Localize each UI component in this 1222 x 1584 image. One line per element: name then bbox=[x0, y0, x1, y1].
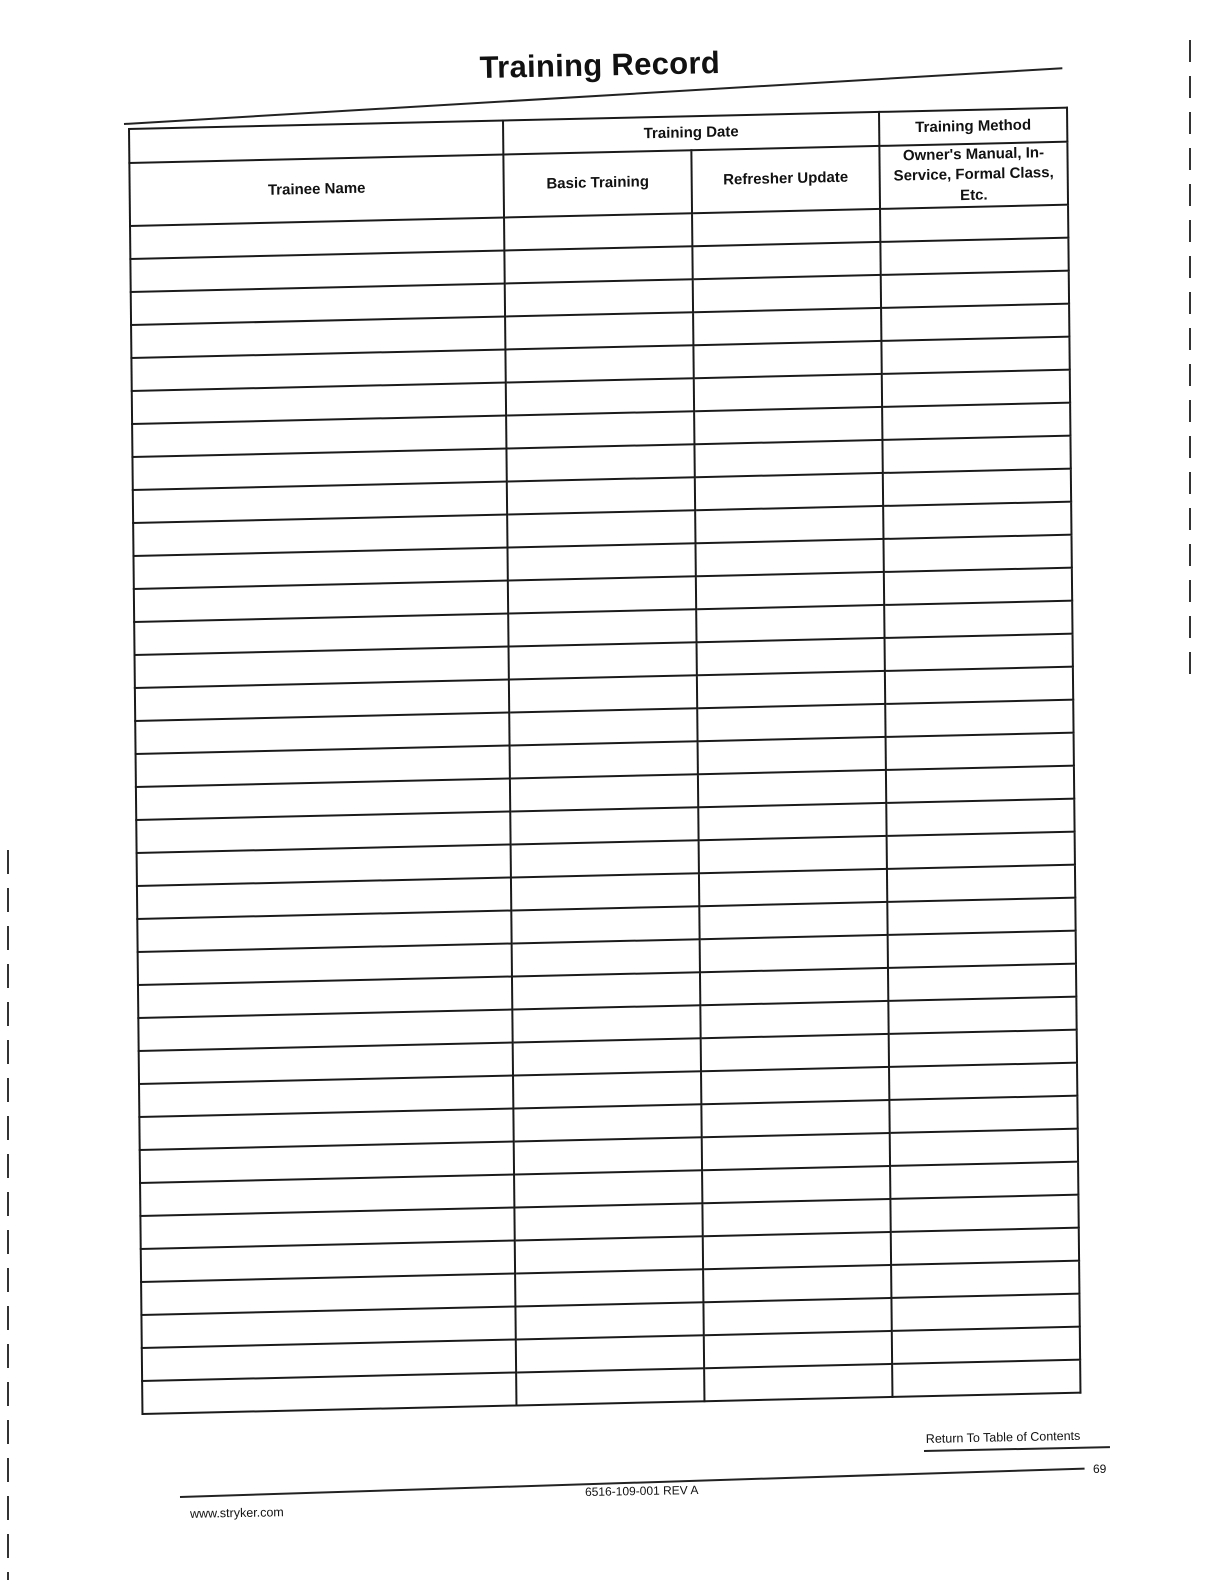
training-method-cell[interactable] bbox=[883, 534, 1071, 571]
basic-training-cell[interactable] bbox=[514, 1137, 702, 1174]
training-method-cell[interactable] bbox=[880, 204, 1068, 241]
refresher-update-cell[interactable] bbox=[703, 1265, 891, 1302]
training-method-cell[interactable] bbox=[887, 897, 1075, 934]
header-refresher-update: Refresher Update bbox=[691, 146, 880, 213]
training-method-cell[interactable] bbox=[881, 303, 1069, 340]
training-method-cell[interactable] bbox=[886, 798, 1074, 835]
refresher-update-cell[interactable] bbox=[699, 836, 887, 873]
refresher-update-cell[interactable] bbox=[694, 407, 882, 444]
refresher-update-cell[interactable] bbox=[700, 935, 888, 972]
training-method-cell[interactable] bbox=[881, 270, 1069, 307]
training-record-table-wrapper bbox=[128, 107, 1082, 1438]
training-method-cell[interactable] bbox=[884, 567, 1072, 604]
basic-training-cell[interactable] bbox=[508, 576, 696, 613]
basic-training-cell[interactable] bbox=[507, 477, 695, 514]
basic-training-cell[interactable] bbox=[516, 1368, 704, 1405]
header-training-date: Training Date bbox=[503, 112, 879, 155]
refresher-update-cell[interactable] bbox=[704, 1331, 892, 1368]
refresher-update-cell[interactable] bbox=[704, 1364, 892, 1401]
refresher-update-cell[interactable] bbox=[696, 605, 884, 642]
basic-training-cell[interactable] bbox=[506, 378, 694, 415]
training-method-cell[interactable] bbox=[880, 237, 1068, 274]
training-method-cell[interactable] bbox=[883, 501, 1071, 538]
basic-training-cell[interactable] bbox=[506, 411, 694, 448]
website-url: www.stryker.com bbox=[189, 1505, 284, 1521]
basic-training-cell[interactable] bbox=[506, 444, 694, 481]
refresher-update-cell[interactable] bbox=[694, 440, 882, 477]
training-method-cell[interactable] bbox=[890, 1161, 1078, 1198]
training-method-cell[interactable] bbox=[884, 600, 1072, 637]
refresher-update-cell[interactable] bbox=[699, 869, 887, 906]
basic-training-cell[interactable] bbox=[504, 246, 692, 283]
training-method-cell[interactable] bbox=[885, 666, 1073, 703]
basic-training-cell[interactable] bbox=[509, 675, 697, 712]
training-method-cell[interactable] bbox=[889, 1062, 1077, 1099]
basic-training-cell[interactable] bbox=[510, 807, 698, 844]
page-number: 69 bbox=[1093, 1462, 1107, 1476]
refresher-update-cell[interactable] bbox=[692, 242, 880, 279]
table-body bbox=[130, 204, 1080, 1413]
refresher-update-cell[interactable] bbox=[692, 209, 880, 246]
refresher-update-cell[interactable] bbox=[700, 968, 888, 1005]
refresher-update-cell[interactable] bbox=[697, 704, 885, 741]
refresher-update-cell[interactable] bbox=[703, 1232, 891, 1269]
training-method-cell[interactable] bbox=[890, 1194, 1078, 1231]
header-basic-training: Basic Training bbox=[503, 150, 692, 217]
basic-training-cell[interactable] bbox=[509, 642, 697, 679]
refresher-update-cell[interactable] bbox=[695, 539, 883, 576]
footer-link-rule bbox=[924, 1446, 1110, 1452]
refresher-update-cell[interactable] bbox=[701, 1100, 889, 1137]
refresher-update-cell[interactable] bbox=[695, 473, 883, 510]
refresher-update-cell[interactable] bbox=[697, 671, 885, 708]
basic-training-cell[interactable] bbox=[511, 840, 699, 877]
header-trainee-name: Trainee Name bbox=[129, 154, 504, 225]
basic-training-cell[interactable] bbox=[512, 939, 700, 976]
training-method-cell[interactable] bbox=[888, 963, 1076, 1000]
training-method-cell[interactable] bbox=[882, 435, 1070, 472]
training-method-cell[interactable] bbox=[883, 468, 1071, 505]
refresher-update-cell[interactable] bbox=[702, 1199, 890, 1236]
training-method-cell[interactable] bbox=[887, 864, 1075, 901]
training-method-cell[interactable] bbox=[886, 765, 1074, 802]
basic-training-cell[interactable] bbox=[507, 543, 695, 580]
refresher-update-cell[interactable] bbox=[696, 572, 884, 609]
training-method-cell[interactable] bbox=[892, 1326, 1080, 1363]
refresher-update-cell[interactable] bbox=[701, 1034, 889, 1071]
document-code: 6516-109-001 REV A bbox=[584, 1483, 699, 1499]
basic-training-cell[interactable] bbox=[510, 774, 698, 811]
basic-training-cell[interactable] bbox=[511, 906, 699, 943]
refresher-update-cell[interactable] bbox=[699, 902, 887, 939]
refresher-update-cell[interactable] bbox=[698, 803, 886, 840]
basic-training-cell[interactable] bbox=[515, 1236, 703, 1273]
basic-training-cell[interactable] bbox=[512, 972, 700, 1009]
basic-training-cell[interactable] bbox=[516, 1335, 704, 1372]
training-method-cell[interactable] bbox=[888, 930, 1076, 967]
refresher-update-cell[interactable] bbox=[695, 506, 883, 543]
basic-training-cell[interactable] bbox=[513, 1071, 701, 1108]
training-method-cell[interactable] bbox=[891, 1293, 1079, 1330]
training-method-cell[interactable] bbox=[891, 1260, 1079, 1297]
basic-training-cell[interactable] bbox=[507, 510, 695, 547]
training-record-table bbox=[128, 107, 1081, 1415]
basic-training-cell[interactable] bbox=[515, 1302, 703, 1339]
page-title: Training Record bbox=[479, 44, 721, 86]
training-method-cell[interactable] bbox=[891, 1227, 1079, 1264]
return-to-contents-link[interactable]: Return To Table of Contents bbox=[925, 1428, 1081, 1446]
training-method-cell[interactable] bbox=[889, 1095, 1077, 1132]
training-method-cell[interactable] bbox=[889, 1029, 1077, 1066]
refresher-update-cell[interactable] bbox=[701, 1067, 889, 1104]
refresher-update-cell[interactable] bbox=[703, 1298, 891, 1335]
refresher-update-cell[interactable] bbox=[702, 1133, 890, 1170]
trainee-name-cell[interactable] bbox=[142, 1372, 516, 1413]
training-method-cell[interactable] bbox=[885, 699, 1073, 736]
refresher-update-cell[interactable] bbox=[693, 308, 881, 345]
training-method-cell[interactable] bbox=[882, 369, 1070, 406]
refresher-update-cell[interactable] bbox=[694, 374, 882, 411]
header-training-method: Training Method bbox=[879, 108, 1067, 146]
refresher-update-cell[interactable] bbox=[697, 638, 885, 675]
basic-training-cell[interactable] bbox=[512, 1005, 700, 1042]
refresher-update-cell[interactable] bbox=[698, 770, 886, 807]
training-method-cell[interactable] bbox=[887, 831, 1075, 868]
margin-mark bbox=[7, 850, 9, 1580]
basic-training-cell[interactable] bbox=[513, 1038, 701, 1075]
margin-mark bbox=[1189, 40, 1191, 680]
training-method-cell[interactable] bbox=[892, 1359, 1080, 1396]
basic-training-cell[interactable] bbox=[508, 609, 696, 646]
basic-training-cell[interactable] bbox=[514, 1203, 702, 1240]
basic-training-cell[interactable] bbox=[505, 279, 693, 316]
basic-training-cell[interactable] bbox=[511, 873, 699, 910]
basic-training-cell[interactable] bbox=[510, 741, 698, 778]
training-method-cell[interactable] bbox=[888, 996, 1076, 1033]
refresher-update-cell[interactable] bbox=[693, 275, 881, 312]
basic-training-cell[interactable] bbox=[505, 345, 693, 382]
training-method-cell[interactable] bbox=[885, 633, 1073, 670]
refresher-update-cell[interactable] bbox=[693, 341, 881, 378]
training-method-cell[interactable] bbox=[881, 336, 1069, 373]
refresher-update-cell[interactable] bbox=[700, 1001, 888, 1038]
basic-training-cell[interactable] bbox=[514, 1170, 702, 1207]
refresher-update-cell[interactable] bbox=[702, 1166, 890, 1203]
basic-training-cell[interactable] bbox=[515, 1269, 703, 1306]
basic-training-cell[interactable] bbox=[505, 312, 693, 349]
basic-training-cell[interactable] bbox=[513, 1104, 701, 1141]
basic-training-cell[interactable] bbox=[504, 213, 692, 250]
training-method-cell[interactable] bbox=[890, 1128, 1078, 1165]
refresher-update-cell[interactable] bbox=[698, 737, 886, 774]
training-method-cell[interactable] bbox=[886, 732, 1074, 769]
training-method-cell[interactable] bbox=[882, 402, 1070, 439]
header-method-detail: Owner's Manual, In-Service, Formal Class, Etc. bbox=[879, 142, 1068, 209]
basic-training-cell[interactable] bbox=[509, 708, 697, 745]
